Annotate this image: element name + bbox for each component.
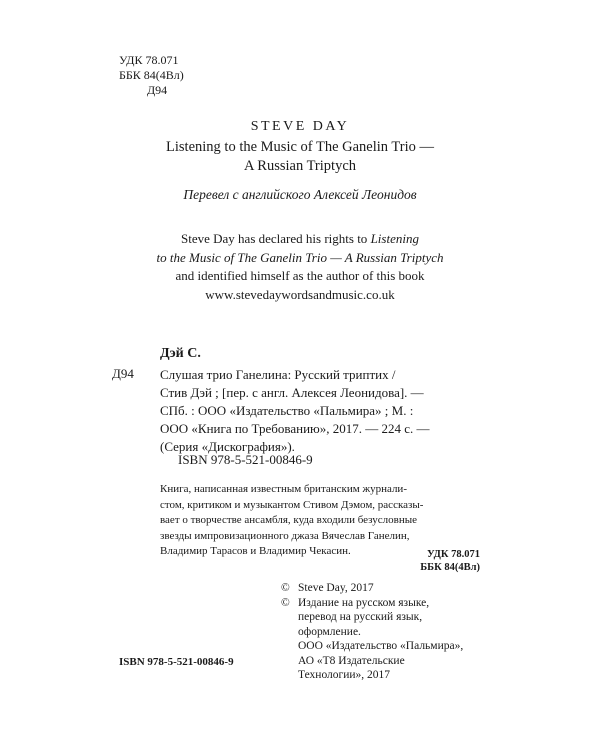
isbn-bottom: ISBN 978-5-521-00846-9 — [119, 656, 234, 668]
catalog-description — [160, 366, 505, 456]
annotation-line: Владимир Тарасов и Владимир Чекасин. — [160, 545, 351, 557]
bbk-code-right: ББК 84(4Вл) — [420, 562, 480, 573]
rights-statement — [0, 230, 600, 304]
copyright-line: ООО «Издательство «Пальмира», — [298, 640, 464, 652]
copyright-icon: © — [281, 596, 290, 609]
catalog-line: ООО «Книга по Требованию», 2017. — 224 с. — — [160, 421, 430, 436]
title-line: A Russian Triptych — [244, 158, 356, 174]
rights-line-2 — [0, 249, 600, 268]
copyright-line: АО «Т8 Издательские — [298, 654, 405, 667]
annotation-line: стом, критиком и музыкантом Стивом Дэмом, рассказы- — [160, 498, 424, 511]
copyright-entry-publisher — [281, 596, 511, 683]
copyright-line: Технологии», 2017 — [298, 669, 391, 681]
annotation-line: вает о творчестве ансамбля, куда входили безусловные — [160, 514, 418, 526]
annotation-line: звезды импровизационного джаза Вячеслав Ганелин, — [160, 529, 410, 542]
title-line: Listening to the Music of The Ganelin Trio — — [166, 139, 434, 155]
catalog-line: (Серия «Дискография»). — [160, 439, 295, 454]
catalog-author: Дэй С. — [160, 346, 201, 361]
rights-line-1 — [0, 230, 600, 249]
copyright-line: оформление. — [298, 625, 361, 638]
rights-lead: Steve Day has declared his rights to — [181, 231, 371, 246]
copyright-block — [281, 581, 511, 683]
copyright-line: Издание на русском языке, — [298, 596, 430, 609]
book-title — [0, 138, 600, 176]
copyright-icon: © — [281, 582, 290, 594]
rights-title-part2: to the Music of The Ganelin Trio — A Russian Triptych — [156, 249, 444, 265]
bbk-code: ББК 84(4Вл) — [119, 68, 184, 82]
copyright-line: перевод на русский язык, — [298, 611, 423, 623]
author-name: STEVE DAY — [250, 119, 350, 134]
catalog-line: СПб. : ООО «Издательство «Пальмира» ; М. : — [160, 403, 414, 418]
udk-code: УДК 78.071 — [119, 53, 179, 67]
udk-code-right: УДК 78.071 — [427, 549, 480, 560]
author-mark-code: Д94 — [147, 83, 168, 97]
catalog-line: Стив Дэй ; [пер. с англ. Алексея Леонидова]. — — [160, 385, 424, 400]
classification-codes-right — [420, 548, 480, 574]
copyright-line: Steve Day, 2017 — [298, 582, 374, 594]
copyright-entry-author — [281, 581, 511, 596]
classification-codes-top — [119, 53, 184, 98]
annotation-line: Книга, написанная известным британским журнали- — [160, 483, 407, 495]
rights-line-3: and identified himself as the author of this book — [175, 268, 425, 283]
author-website: www.stevedaywordsandmusic.co.uk — [205, 286, 395, 302]
catalog-code: Д94 — [112, 366, 134, 381]
translator-credit: Перевел с английского Алексей Леонидов — [183, 187, 417, 202]
rights-title-part1: Listening — [370, 231, 419, 246]
catalog-line: Слушая трио Ганелина: Русский триптих / — [160, 367, 396, 382]
catalog-isbn: ISBN 978-5-521-00846-9 — [178, 452, 313, 467]
